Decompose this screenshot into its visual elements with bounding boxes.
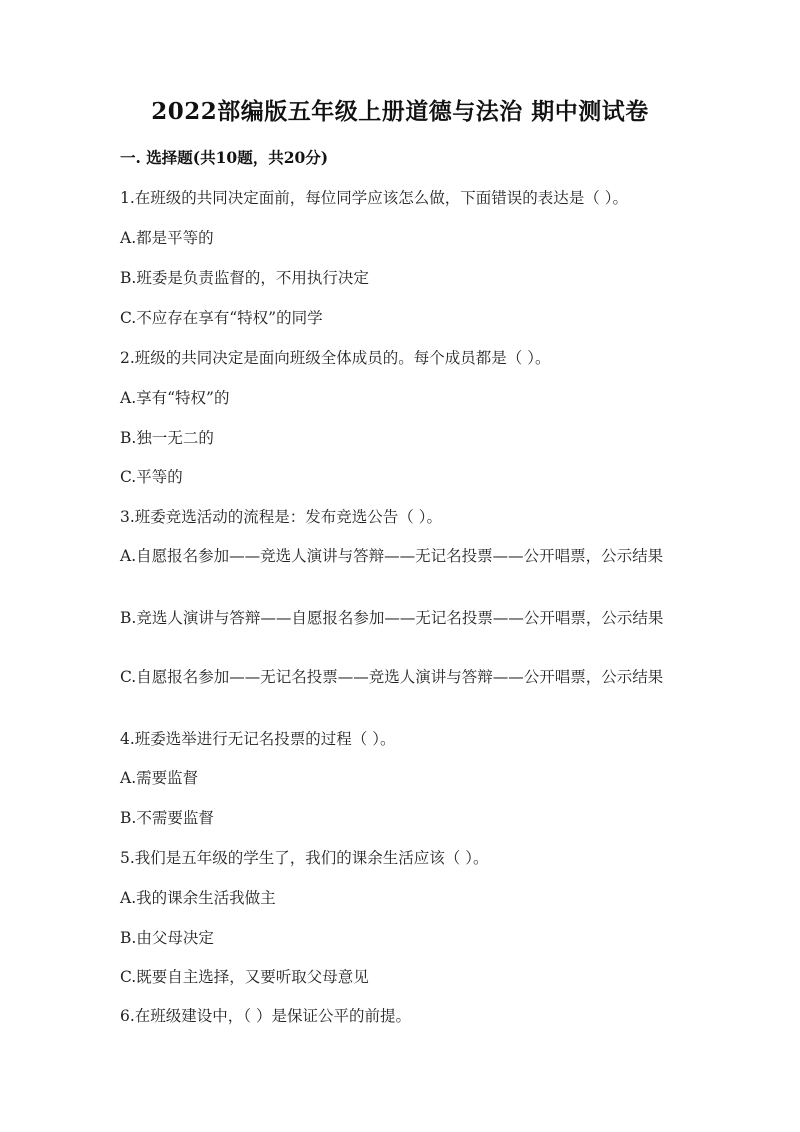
question-stem: 1.在班级的共同决定面前，每位同学应该怎么做，下面错误的表达是（ ）。 [120,189,628,207]
question-stem: 6.在班级建设中，（ ）是保证公平的前提。 [120,1007,411,1025]
option-b: B.不需要监督 [120,809,214,827]
option-b: B.班委是负责监督的，不用执行决定 [120,269,369,287]
option-c: C.既要自主选择，又要听取父母意见 [120,968,369,986]
option-a: A.我的课余生活我做主 [120,889,276,907]
question-stem: 2.班级的共同决定是面向班级全体成员的。每个成员都是（ ）。 [120,349,551,367]
question-stem: 3.班委竞选活动的流程是：发布竞选公告（ ）。 [120,508,442,526]
option-a: A.需要监督 [120,769,199,787]
question-stem: 4.班委选举进行无记名投票的过程（ ）。 [120,730,396,748]
option-b: B.竞选人演讲与答辩——自愿报名参加——无记名投票——公开唱票，公示结果 [120,609,664,627]
option-a: A.享有“特权”的 [120,389,230,407]
option-a: A.都是平等的 [120,229,214,247]
option-c: C.自愿报名参加——无记名投票——竞选人演讲与答辩——公开唱票，公示结果 [120,668,664,686]
option-a: A.自愿报名参加——竞选人演讲与答辩——无记名投票——公开唱票，公示结果 [120,547,664,565]
option-b: B.独一无二的 [120,429,214,447]
option-c: C.不应存在享有“特权”的同学 [120,309,323,327]
section-heading: 一. 选择题(共10题，共20分) [120,148,329,167]
option-c: C.平等的 [120,468,183,486]
page-title: 2022部编版五年级上册道德与法治 期中测试卷 [151,98,649,125]
option-b: B.由父母决定 [120,929,214,947]
question-stem: 5.我们是五年级的学生了，我们的课余生活应该（ ）。 [120,849,489,867]
